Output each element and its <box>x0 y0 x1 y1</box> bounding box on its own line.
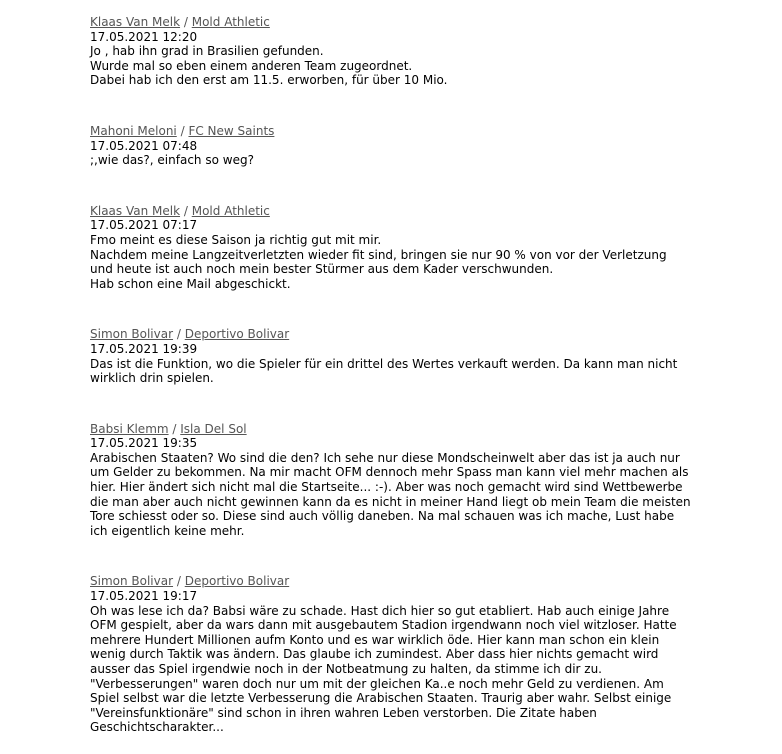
separator: / <box>176 327 185 342</box>
post-text-line: wenig durch Taktik was ändern. Das glaube ich zumindest. Aber dass hier nichts gemacht wird <box>90 647 659 662</box>
guestbook-feed <box>90 15 700 735</box>
post <box>90 574 700 735</box>
post-text-line: Hab schon eine Mail abgeschickt. <box>90 276 291 291</box>
post-text-line: Arabischen Staaten? Wo sind die den? Ich sehe nur diese Mondscheinwelt aber das ist ja auch nur <box>90 450 680 465</box>
post-text-line: die man aber auch nicht gewinnen kann da es nicht in meiner Hand liegt ob mein Team die meisten <box>90 494 691 509</box>
post-timestamp: 17.05.2021 07:48 <box>90 138 198 153</box>
user-link[interactable]: Simon Bolivar <box>90 574 174 589</box>
user-link[interactable]: Mahoni Meloni <box>90 123 177 138</box>
post-text-line: Spiel selbst war die letzte Verbesserung die Arabischen Staaten. Traurig aber wahr. Selbst einige <box>90 691 672 706</box>
post-timestamp: 17.05.2021 19:35 <box>90 436 198 451</box>
post-timestamp: 17.05.2021 19:17 <box>90 589 198 604</box>
user-link[interactable]: Klaas Van Melk <box>90 15 181 29</box>
post-body <box>90 604 700 735</box>
post-body <box>90 357 700 386</box>
post-text-line: wirklich drin spielen. <box>90 371 214 386</box>
post <box>90 15 700 88</box>
team-link[interactable]: Deportivo Bolivar <box>184 327 290 342</box>
post <box>90 124 700 168</box>
post-body <box>90 451 700 539</box>
team-link[interactable]: Mold Athletic <box>191 15 270 29</box>
post-body <box>90 153 700 168</box>
post-text-line: OFM gespielt, aber da wars dann mit ausgebautem Stadion irgendwann noch viel witzloser. Hatte <box>90 618 677 633</box>
separator: / <box>180 123 189 138</box>
post-timestamp: 17.05.2021 19:39 <box>90 341 198 356</box>
post-text-line: ;,wie das?, einfach so weg? <box>90 153 254 168</box>
user-link[interactable]: Klaas Van Melk <box>90 203 181 218</box>
post-text-line: Wurde mal so eben einem anderen Team zugeordnet. <box>90 58 413 73</box>
post-timestamp: 17.05.2021 12:20 <box>90 29 198 44</box>
separator: / <box>183 203 192 218</box>
post-text-line: Jo , hab ihn grad in Brasilien gefunden. <box>90 44 324 59</box>
user-link[interactable]: Simon Bolivar <box>90 327 174 342</box>
team-link[interactable]: Isla Del Sol <box>180 421 247 436</box>
post <box>90 327 700 385</box>
post <box>90 204 700 292</box>
user-link[interactable]: Babsi Klemm <box>90 421 169 436</box>
team-link[interactable]: Mold Athletic <box>191 203 270 218</box>
post-text-line: Tore schiesst oder so. Diese sind auch völlig daneben. Na mal schauen was ich mache, Lust habe <box>90 509 675 524</box>
team-link[interactable]: FC New Saints <box>188 123 275 138</box>
post-text-line: hier. Hier ändert sich nicht mal die Startseite... :-). Aber was noch gemacht wird sind Wettbewerbe <box>90 480 683 495</box>
post-author-line <box>90 124 700 139</box>
post-text-line: mehrere Hundert Millionen aufm Konto und es war wirklich öde. Hier kann man schon ein klein <box>90 632 660 647</box>
post-text-line: Geschichtscharakter... <box>90 720 224 735</box>
post-text-line: "Vereinsfunktionäre" sind schon in ihren wahren Leben verstorben. Die Zitate haben <box>90 705 597 720</box>
separator: / <box>176 574 185 589</box>
post-body <box>90 44 700 88</box>
post-author-line <box>90 574 700 589</box>
post-author-line <box>90 15 700 30</box>
separator: / <box>172 421 181 436</box>
post-text-line: Fmo meint es diese Saison ja richtig gut mit mir. <box>90 232 382 247</box>
post-text-line: ausser das Spiel irgendwie noch in der Notbeatmung zu halten, da stimme ich dir zu. <box>90 662 602 676</box>
post-text-line: "Verbesserungen" waren doch nur um mit der gleichen Ka..e noch mehr Geld zu verdienen. Am <box>90 676 664 691</box>
post-text-line: Oh was lese ich da? Babsi wäre zu schade. Hast dich hier so gut etabliert. Hab auch einige Jahre <box>90 603 670 618</box>
post-text-line: um Gelder zu bekommen. Na mir macht OFM dennoch mehr Spass man kann viel mehr machen als <box>90 465 689 480</box>
post-author-line <box>90 204 700 219</box>
post-text-line: Das ist die Funktion, wo die Spieler für ein drittel des Wertes verkauft werden. Da kann man nicht <box>90 356 678 371</box>
team-link[interactable]: Deportivo Bolivar <box>184 574 290 589</box>
post-text-line: Dabei hab ich den erst am 11.5. erworben, für über 10 Mio. <box>90 73 448 88</box>
post-timestamp: 17.05.2021 07:17 <box>90 218 198 233</box>
post-author-line <box>90 327 700 342</box>
separator: / <box>183 15 192 29</box>
post-text-line: Nachdem meine Langzeitverletzten wieder fit sind, bringen sie nur 90 % von vor der Verletzung <box>90 247 667 262</box>
post-body <box>90 233 700 291</box>
post-author-line <box>90 422 700 437</box>
post-text-line: ich eigentlich keine mehr. <box>90 523 245 538</box>
post <box>90 422 700 539</box>
post-text-line: und heute ist auch noch mein bester Stürmer aus dem Kader verschwunden. <box>90 262 554 277</box>
